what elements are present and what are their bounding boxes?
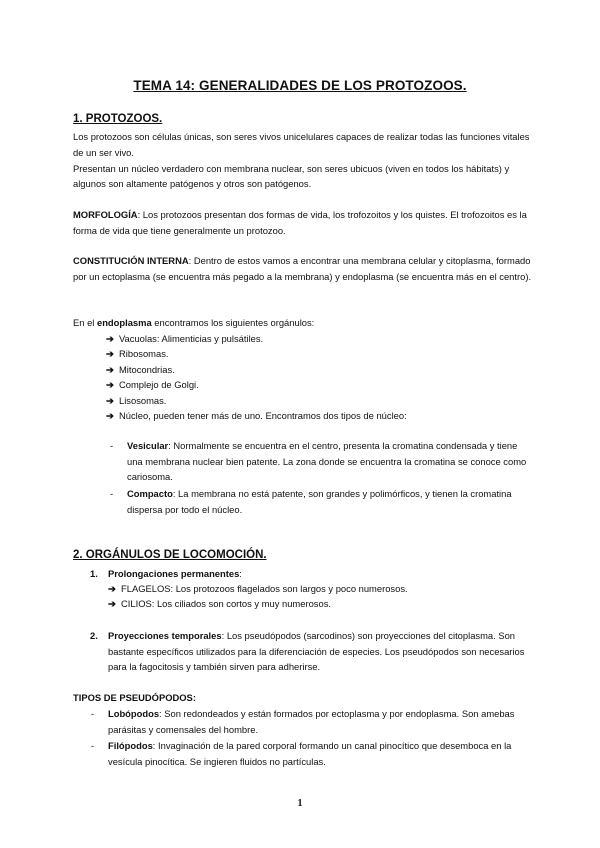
morfologia-paragraph [73, 207, 533, 239]
arrow-icon: ➔ [106, 333, 114, 344]
intro-line-1: Los protozoos son células únicas, son seres vivos unicelulares capaces de realizar todas las funciones vitales de un ser vivo. [73, 131, 530, 158]
section-1-heading: 1. PROTOZOOS. [73, 113, 163, 125]
lobopodos-label: Lobópodos [108, 708, 160, 719]
list-item [108, 596, 408, 611]
dash-bullet: - [110, 440, 114, 451]
list-item [106, 408, 407, 423]
proyecciones-item [90, 628, 538, 675]
list-item [106, 393, 407, 408]
constitucion-paragraph [73, 253, 533, 285]
page-number: 1 [297, 798, 303, 809]
prolongaciones-label: Prolongaciones permanentes [108, 568, 240, 579]
list-item-text: CILIOS: Los ciliados son cortos y muy numerosos. [121, 598, 331, 610]
arrow-icon: ➔ [106, 348, 114, 360]
item-number: 2. [90, 630, 98, 641]
filopodos-text: : Invaginación de la pared corporal formando un canal pinocítico que desemboca en la vesícula pinocítica. Se ingieren fluidos no partículas. [108, 740, 512, 767]
lobopodos-text: : Son redondeados y están formados por ectoplasma y por endoplasma. Son amebas parásitas y comensales del hombre. [108, 708, 515, 735]
intro-line-2: Presentan un núcleo verdadero con membrana nuclear, son seres ubicuos (viven en todos los hábitats) y algunos son altamente patógenos y otros son patógenos. [73, 162, 510, 190]
nucleo-vesicular [110, 438, 527, 485]
prolongaciones-item [90, 566, 538, 582]
proyecciones-label: Proyecciones temporales [108, 630, 222, 641]
list-item-text: Lisosomas. [119, 394, 167, 406]
morfologia-label: MORFOLOGÍA [73, 209, 138, 220]
list-item-text: Núcleo, pueden tener más de uno. Encontramos dos tipos de núcleo: [119, 410, 407, 422]
tipos-heading: TIPOS DE PSEUDÓPODOS: [73, 692, 196, 703]
dash-bullet: - [91, 708, 95, 719]
list-item-text: Ribosomas. [119, 348, 169, 360]
constitucion-label: CONSTITUCIÓN INTERNA [73, 255, 189, 266]
arrow-icon: ➔ [108, 598, 116, 610]
arrow-icon: ➔ [106, 379, 114, 391]
endoplasma-intro [73, 315, 533, 331]
compacto-text: : La membrana no está patente, son grandes y polimórficos, y tienen la cromatina dispersa por todo el núcleo. [127, 488, 512, 515]
lobopodos-item [91, 706, 528, 737]
arrow-icon: ➔ [106, 394, 114, 406]
nucleo-compacto [110, 486, 527, 517]
item-number: 1. [90, 568, 98, 579]
list-item [106, 331, 407, 346]
arrow-icon: ➔ [106, 363, 114, 375]
section-2-heading: 2. ORGÁNULOS DE LOCOMOCIÓN. [73, 549, 267, 561]
list-item [106, 377, 407, 392]
endoplasma-pre: En el [73, 317, 97, 328]
dash-bullet: - [110, 488, 114, 499]
organulos-list [106, 331, 407, 423]
endoplasma-post: encontramos los siguientes orgánulos: [151, 317, 315, 328]
proyecciones-text: : Los pseudópodos (sarcodinos) son proyecciones del citoplasma. Son bastante específicos utilizados para la diferenciación de especies. Los pseudópodos son necesarios para la fagocitosis y también sirven para adherirse. [108, 630, 525, 673]
list-item [106, 362, 407, 377]
list-item-text: FLAGELOS: Los protozoos flagelados son largos y poco numerosos. [121, 583, 408, 594]
prolongaciones-list [108, 581, 408, 612]
filopodos-item [91, 738, 528, 769]
list-item [108, 581, 408, 596]
intro-paragraph [73, 129, 533, 192]
vesicular-text: : Normalmente se encuentra en el centro, presenta la cromatina condensada y tiene una membrana nuclear bien patente. La zona donde se encuentra la cromatina se conoce como cariosoma. [127, 440, 527, 483]
compacto-label: Compacto [127, 488, 173, 499]
dash-bullet: - [91, 740, 95, 751]
vesicular-label: Vesicular [127, 440, 169, 451]
constitucion-text: : Dentro de estos vamos a encontrar una membrana celular y citoplasma, formado por un ectoplasma (se encuentra más pegado a la membrana) y endoplasma (se encuentra más en el centro). [73, 255, 532, 282]
list-item-text: Vacuolas: Alimenticias y pulsátiles. [119, 333, 264, 344]
prolongaciones-colon: : [239, 568, 242, 579]
list-item [106, 346, 407, 361]
page-title: TEMA 14: GENERALIDADES DE LOS PROTOZOOS. [133, 78, 467, 93]
list-item-text: Complejo de Golgi. [119, 379, 199, 391]
arrow-icon: ➔ [106, 410, 114, 422]
arrow-icon: ➔ [108, 583, 116, 594]
morfologia-text: : Los protozoos presentan dos formas de vida, los trofozoitos y los quistes. El trofozoitos es la forma de vida que tiene generalmente un protozoo. [73, 209, 527, 236]
filopodos-label: Filópodos [108, 740, 153, 751]
list-item-text: Mitocondrias. [119, 363, 175, 375]
endoplasma-word: endoplasma [96, 317, 152, 328]
